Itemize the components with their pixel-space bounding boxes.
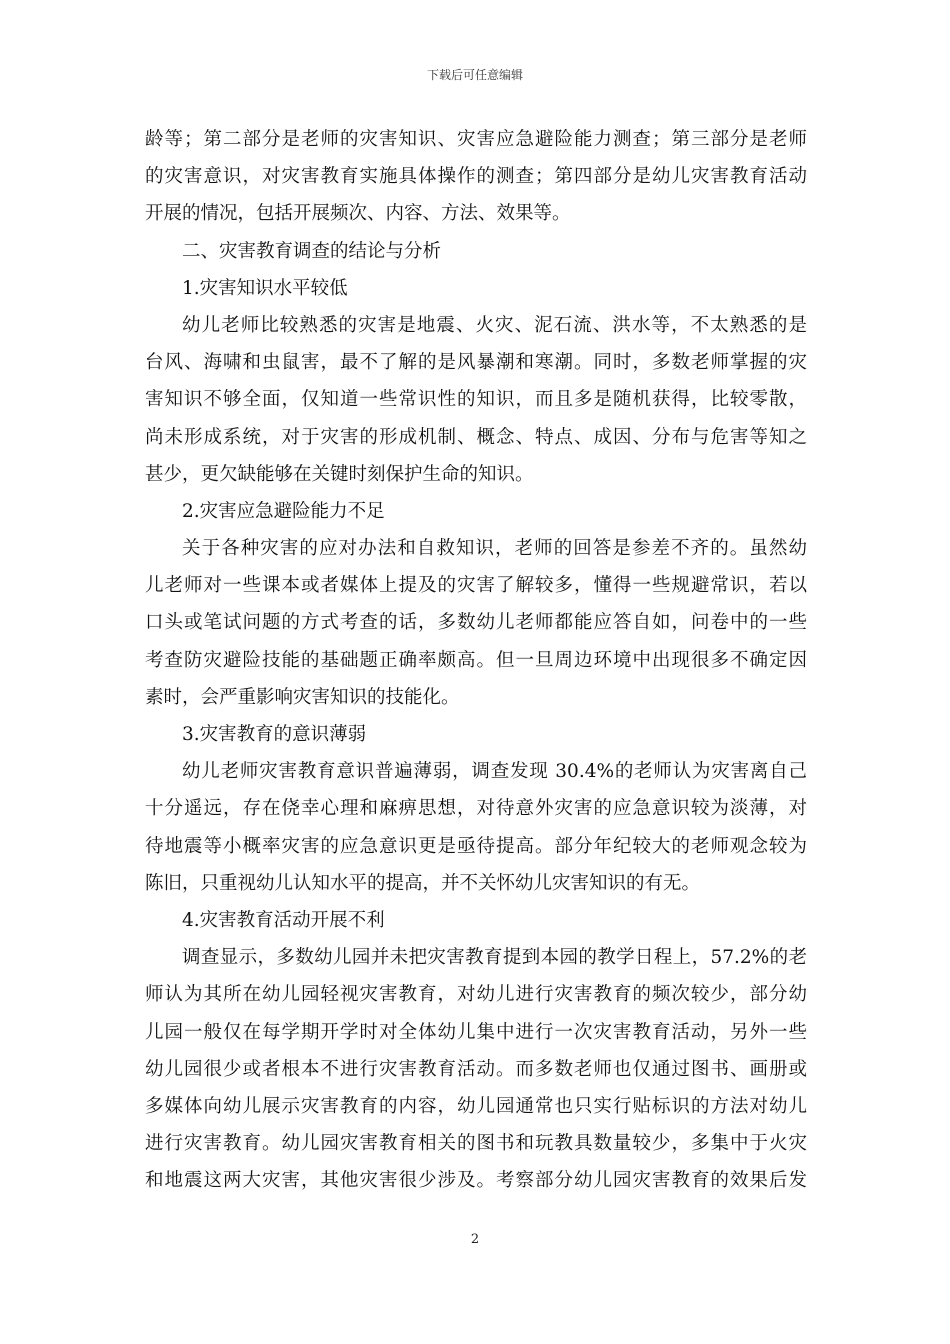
text-line: 2.灾害应急避险能力不足 (182, 500, 385, 522)
text-line: 素时，会严重影响灾害知识的技能化。 (145, 686, 460, 708)
text-line: 口头或笔试问题的方式考查的话，多数幼儿老师都能应答自如，问卷中的一些 (145, 612, 807, 634)
text-line: 十分遥远，存在侥幸心理和麻痹思想，对待意外灾害的应急意识较为淡薄，对 (145, 798, 807, 820)
text-line: 4.灾害教育活动开展不利 (182, 909, 385, 931)
text-line: 待地震等小概率灾害的应急意识更是亟待提高。部分年纪较大的老师观念较为 (145, 835, 807, 857)
text-line: 幼儿老师灾害教育意识普遍薄弱，调查发现 30.4%的老师认为灾害离自己 (182, 761, 807, 783)
text-line: 和地震这两大灾害，其他灾害很少涉及。考察部分幼儿园灾害教育的效果后发 (145, 1170, 807, 1192)
text-line: 幼儿园很少或者根本不进行灾害教育活动。而多数老师也仅通过图书、画册或 (145, 1058, 807, 1080)
document-body (145, 121, 807, 1199)
text-line: 1.灾害知识水平较低 (182, 277, 348, 299)
text-line: 台风、海啸和虫鼠害，最不了解的是风暴潮和寒潮。同时，多数老师掌握的灾 (145, 352, 807, 374)
text-line: 调查显示，多数幼儿园并未把灾害教育提到本园的教学日程上，57.2%的老 (182, 947, 807, 969)
page-header: 下载后可任意编辑 (426, 68, 523, 82)
text-line: 儿老师对一些课本或者媒体上提及的灾害了解较多，懂得一些规避常识，若以 (145, 575, 807, 597)
text-line: 师认为其所在幼儿园轻视灾害教育，对幼儿进行灾害教育的频次较少，部分幼 (145, 984, 807, 1006)
text-line: 多媒体向幼儿展示灾害教育的内容，幼儿园通常也只实行贴标识的方法对幼儿 (145, 1095, 807, 1117)
text-line: 幼儿老师比较熟悉的灾害是地震、火灾、泥石流、洪水等，不太熟悉的是 (182, 314, 807, 336)
text-line: 开展的情况，包括开展频次、内容、方法、效果等。 (145, 203, 571, 225)
text-line: 3.灾害教育的意识薄弱 (182, 724, 367, 745)
text-line: 的灾害意识，对灾害教育实施具体操作的测查；第四部分是幼儿灾害教育活动 (145, 166, 807, 188)
text-line: 进行灾害教育。幼儿园灾害教育相关的图书和玩教具数量较少，多集中于火灾 (145, 1133, 807, 1155)
text-line: 儿园一般仅在每学期开学时对全体幼儿集中进行一次灾害教育活动，另外一些 (145, 1021, 807, 1043)
text-line: 考查防灾避险技能的基础题正确率颇高。但一旦周边环境中出现很多不确定因 (145, 649, 807, 671)
text-line: 陈旧，只重视幼儿认知水平的提高，并不关怀幼儿灾害知识的有无。 (145, 872, 701, 894)
text-line: 二、灾害教育调查的结论与分析 (182, 240, 442, 262)
text-line: 关于各种灾害的应对办法和自救知识，老师的回答是参差不齐的。虽然幼 (182, 538, 807, 560)
page-number: 2 (470, 1232, 480, 1247)
text-line: 尚未形成系统，对于灾害的形成机制、概念、特点、成因、分布与危害等知之 (145, 426, 807, 448)
text-line: 害知识不够全面，仅知道一些常识性的知识，而且多是随机获得，比较零散， (145, 389, 807, 411)
text-line: 龄等；第二部分是老师的灾害知识、灾害应急避险能力测查；第三部分是老师 (145, 129, 807, 150)
text-line: 甚少，更欠缺能够在关键时刻保护生命的知识。 (145, 463, 534, 485)
